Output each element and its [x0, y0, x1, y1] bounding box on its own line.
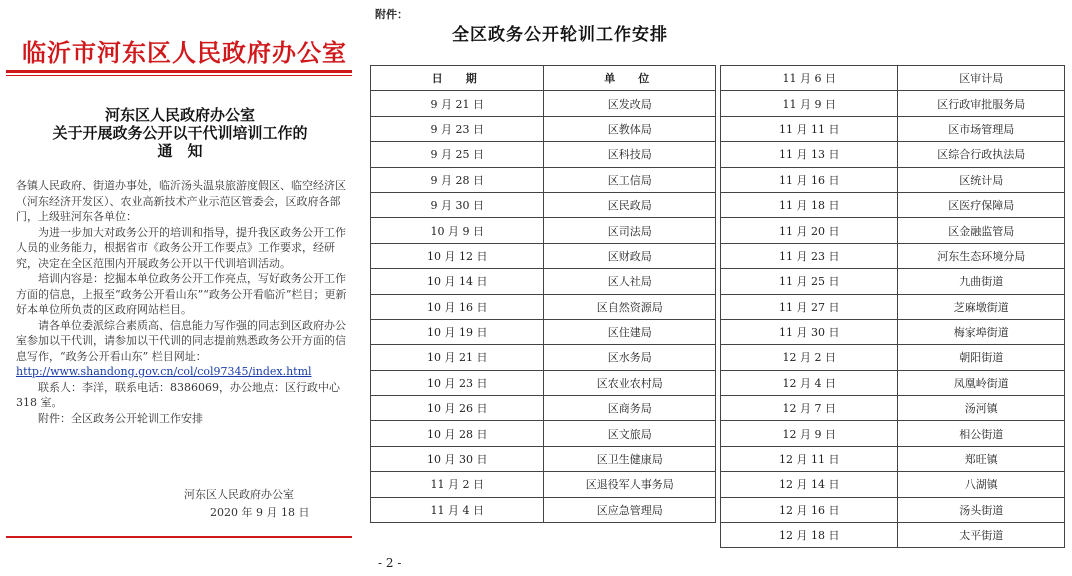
row-date: 12 月 2 日: [721, 345, 898, 370]
schedule-table-right: [720, 65, 1065, 548]
row-unit: 梅家埠街道: [898, 319, 1065, 344]
row-date: 9 月 28 日: [371, 167, 544, 192]
row-unit: 朝阳街道: [898, 345, 1065, 370]
doc-title-line3: 通 知: [157, 142, 203, 160]
row-unit: 八湖镇: [898, 472, 1065, 497]
row-date: 10 月 26 日: [371, 396, 544, 421]
table-row: [371, 446, 716, 471]
table-row: [371, 192, 716, 217]
row-unit: 河东生态环境分局: [898, 243, 1065, 268]
row-unit: 区农业农村局: [544, 370, 716, 395]
sign-date: 2020 年 9 月 18 日: [210, 506, 310, 519]
table-row: [371, 421, 716, 446]
table-row: [721, 142, 1065, 167]
row-unit: 郑旺镇: [898, 446, 1065, 471]
row-unit: 区财政局: [544, 243, 716, 268]
row-unit: 区审计局: [898, 66, 1065, 91]
signer: 河东区人民政府办公室: [184, 488, 294, 501]
table-row: [721, 116, 1065, 141]
row-date: 11 月 25 日: [721, 269, 898, 294]
row-unit: 区综合行政执法局: [898, 142, 1065, 167]
col-date-header: 日 期: [371, 66, 544, 91]
table-row: [721, 497, 1065, 522]
column-link[interactable]: http://www.shandong.gov.cn/col/col97345/index.html: [16, 365, 312, 378]
row-date: 12 月 14 日: [721, 472, 898, 497]
table-row: [371, 345, 716, 370]
row-date: 9 月 30 日: [371, 192, 544, 217]
row-date: 11 月 27 日: [721, 294, 898, 319]
row-date: 12 月 11 日: [721, 446, 898, 471]
row-date: 11 月 30 日: [721, 319, 898, 344]
row-date: 12 月 16 日: [721, 497, 898, 522]
row-date: 10 月 9 日: [371, 218, 544, 243]
table-row: [721, 192, 1065, 217]
table-row: [371, 319, 716, 344]
doc-title-line1: 河东区人民政府办公室: [104, 106, 255, 124]
row-date: 12 月 18 日: [721, 523, 898, 548]
row-unit: 凤凰岭街道: [898, 370, 1065, 395]
table-row: [371, 91, 716, 116]
row-date: 10 月 28 日: [371, 421, 544, 446]
row-unit: 区统计局: [898, 167, 1065, 192]
row-date: 10 月 23 日: [371, 370, 544, 395]
row-unit: 芝麻墩街道: [898, 294, 1065, 319]
row-unit: 区医疗保障局: [898, 192, 1065, 217]
table-row: [371, 396, 716, 421]
row-date: 12 月 9 日: [721, 421, 898, 446]
row-unit: 区应急管理局: [544, 497, 716, 522]
row-unit: 九曲街道: [898, 269, 1065, 294]
table-row: [721, 345, 1065, 370]
row-date: 10 月 16 日: [371, 294, 544, 319]
table-row: [721, 396, 1065, 421]
red-divider-thin: [6, 75, 352, 76]
notice-document: [0, 0, 360, 576]
row-date: 12 月 4 日: [721, 370, 898, 395]
page-number: - 2 -: [378, 556, 402, 570]
attachment-label: 附件：: [375, 8, 408, 21]
para-attachment: 附件：全区政务公开轮训工作安排: [38, 411, 203, 425]
row-unit: 区水务局: [544, 345, 716, 370]
doc-title-line2: 关于开展政务公开以干代训培训工作的: [52, 124, 308, 142]
table-row: [371, 472, 716, 497]
table-row: [371, 142, 716, 167]
row-date: 9 月 25 日: [371, 142, 544, 167]
table-row: [371, 218, 716, 243]
row-unit: 区工信局: [544, 167, 716, 192]
row-unit: 相公街道: [898, 421, 1065, 446]
para-contact: 联系人：李洋，联系电话：8386069，办公地点：区行政中心 318 室。: [16, 380, 340, 409]
row-unit: 区退役军人事务局: [544, 472, 716, 497]
row-date: 11 月 2 日: [371, 472, 544, 497]
para-content: 培训内容是：挖掘本单位政务公开工作亮点，写好政务公开工作方面的信息，上报至“政务公开看山东”“政务公开看临沂”栏目；更新好本单位所负责的区政府网站栏目。: [16, 272, 347, 316]
row-unit: 区住建局: [544, 319, 716, 344]
table-row: [721, 523, 1065, 548]
table-row: [371, 294, 716, 319]
doc-header: 临沂市河东区人民政府办公室: [22, 38, 347, 67]
row-date: 11 月 20 日: [721, 218, 898, 243]
row-unit: 区教体局: [544, 116, 716, 141]
row-unit: 太平街道: [898, 523, 1065, 548]
row-unit: 区科技局: [544, 142, 716, 167]
row-date: 10 月 19 日: [371, 319, 544, 344]
row-date: 10 月 30 日: [371, 446, 544, 471]
table-row: [371, 116, 716, 141]
row-unit: 区行政审批服务局: [898, 91, 1065, 116]
table-row: [721, 167, 1065, 192]
row-unit: 区商务局: [544, 396, 716, 421]
para-purpose: 为进一步加大对政务公开的培训和指导，提升我区政务公开工作人员的业务能力，根据省市《政务公开工作要点》工作要求，经研究，决定在全区范围内开展政务公开以干代训培训活动。: [16, 225, 346, 270]
row-date: 11 月 23 日: [721, 243, 898, 268]
table-row: [721, 243, 1065, 268]
row-date: 10 月 14 日: [371, 269, 544, 294]
table-row: [371, 269, 716, 294]
table-row: [371, 497, 716, 522]
row-unit: 区文旅局: [544, 421, 716, 446]
row-unit: 区发改局: [544, 91, 716, 116]
row-date: 11 月 9 日: [721, 91, 898, 116]
red-divider: [6, 70, 352, 73]
table-row: [371, 370, 716, 395]
row-unit: 汤头街道: [898, 497, 1065, 522]
row-date: 9 月 21 日: [371, 91, 544, 116]
table-row: [721, 472, 1065, 497]
row-date: 11 月 4 日: [371, 497, 544, 522]
row-unit: 区市场管理局: [898, 116, 1065, 141]
table-row: [721, 370, 1065, 395]
schedule-title: 全区政务公开轮训工作安排: [452, 25, 668, 45]
row-unit: 区民政局: [544, 192, 716, 217]
row-date: 12 月 7 日: [721, 396, 898, 421]
row-date: 11 月 11 日: [721, 116, 898, 141]
table-row: [371, 243, 716, 268]
table-row: [721, 269, 1065, 294]
row-date: 11 月 6 日: [721, 66, 898, 91]
row-unit: 区金融监管局: [898, 218, 1065, 243]
row-date: 9 月 23 日: [371, 116, 544, 141]
body-text: [16, 178, 354, 426]
row-date: 10 月 12 日: [371, 243, 544, 268]
table-row: [721, 91, 1065, 116]
table-row: [721, 218, 1065, 243]
para-recipients: 各镇人民政府、街道办事处，临沂汤头温泉旅游度假区、临空经济区（河东经济开发区）、农业高新技术产业示范区管委会，区政府各部门，上级驻河东各单位：: [16, 179, 346, 223]
row-unit: 区自然资源局: [544, 294, 716, 319]
table-row: [371, 167, 716, 192]
table-row: [721, 66, 1065, 91]
table-header-row: [371, 66, 716, 91]
row-date: 10 月 21 日: [371, 345, 544, 370]
schedule-table-left: [370, 65, 716, 523]
table-row: [721, 421, 1065, 446]
row-unit: 汤河镇: [898, 396, 1065, 421]
table-row: [721, 446, 1065, 471]
table-row: [721, 294, 1065, 319]
table-row: [721, 319, 1065, 344]
row-date: 11 月 18 日: [721, 192, 898, 217]
row-date: 11 月 16 日: [721, 167, 898, 192]
red-divider-bottom: [6, 536, 352, 538]
row-unit: 区卫生健康局: [544, 446, 716, 471]
row-unit: 区人社局: [544, 269, 716, 294]
row-date: 11 月 13 日: [721, 142, 898, 167]
col-unit-header: 单 位: [544, 66, 716, 91]
row-unit: 区司法局: [544, 218, 716, 243]
para-request: 请各单位委派综合素质高、信息能力写作强的同志到区政府办公室参加以干代训，请参加以干代训的同志提前熟悉政务公开方面的信息写作，“政务公开看山东” 栏目网址：: [16, 318, 346, 363]
